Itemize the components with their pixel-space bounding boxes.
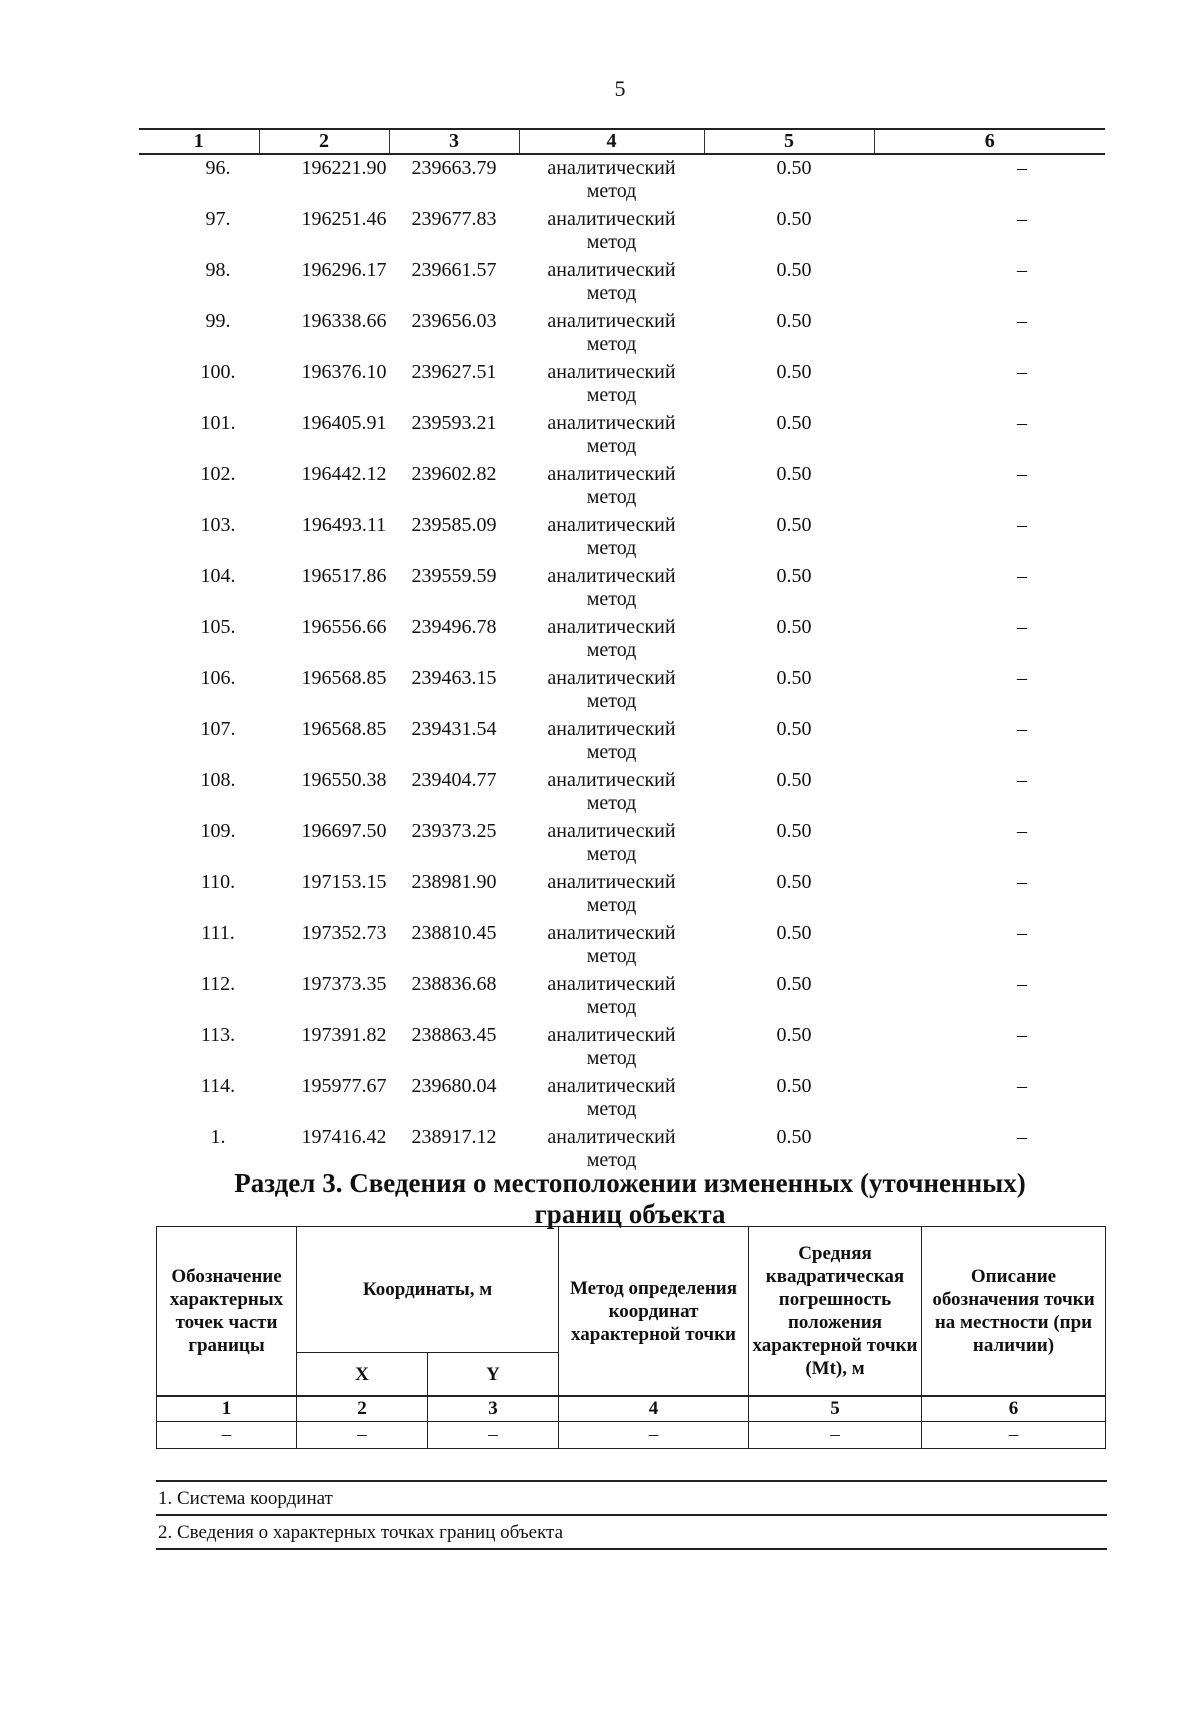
method-line-1: аналитический <box>547 361 676 383</box>
section-3-title <box>180 1168 1080 1230</box>
accuracy-cell: 0.50 <box>776 769 812 791</box>
accuracy-cell: 0.50 <box>776 973 812 995</box>
point-number-cell: 103. <box>200 514 236 536</box>
coordinates-table <box>139 128 1105 1175</box>
dash-cell: – <box>428 1422 559 1449</box>
method-line-1: аналитический <box>547 973 676 995</box>
method-line-2: метод <box>586 588 637 610</box>
method-cell <box>519 206 704 257</box>
dash-cell: – <box>922 1422 1106 1449</box>
method-line-1: аналитический <box>547 259 676 281</box>
table-row <box>139 512 1105 563</box>
header-coordinates: Координаты, м <box>297 1227 559 1353</box>
table-number-row <box>157 1396 1106 1422</box>
description-cell: – <box>1017 718 1027 740</box>
table-row <box>139 1022 1105 1073</box>
method-line-1: аналитический <box>547 1024 676 1046</box>
description-cell: – <box>1017 310 1027 332</box>
x-coordinate-cell: 196338.66 <box>301 310 387 332</box>
x-coordinate-cell: 196550.38 <box>301 769 387 791</box>
table-row <box>139 563 1105 614</box>
method-line-2: метод <box>586 537 637 559</box>
method-line-1: аналитический <box>547 565 676 587</box>
accuracy-cell: 0.50 <box>776 871 812 893</box>
accuracy-cell: 0.50 <box>776 616 812 638</box>
description-cell: – <box>1017 871 1027 893</box>
table-row <box>139 461 1105 512</box>
x-coordinate-cell: 196251.46 <box>301 208 387 230</box>
method-line-2: метод <box>586 384 637 406</box>
x-coordinate-cell: 197416.42 <box>301 1126 387 1148</box>
method-cell <box>519 410 704 461</box>
method-line-2: метод <box>586 996 637 1018</box>
num-cell: 4 <box>559 1396 749 1422</box>
point-number-cell: 101. <box>200 412 236 434</box>
accuracy-cell: 0.50 <box>776 259 812 281</box>
accuracy-cell: 0.50 <box>776 463 812 485</box>
point-number-cell: 1. <box>210 1126 226 1148</box>
point-number-cell: 102. <box>200 463 236 485</box>
table-row <box>139 1073 1105 1124</box>
accuracy-cell: 0.50 <box>776 718 812 740</box>
description-cell: – <box>1017 412 1027 434</box>
accuracy-cell: 0.50 <box>776 922 812 944</box>
table-row <box>139 818 1105 869</box>
description-cell: – <box>1017 820 1027 842</box>
method-cell <box>519 359 704 410</box>
method-line-1: аналитический <box>547 157 676 179</box>
header-description: Описание обозначения точки на местности (при наличии) <box>922 1227 1106 1397</box>
x-coordinate-cell: 196493.11 <box>301 514 387 536</box>
section-3-title-line1: Раздел 3. Сведения о местоположении измененных (уточненных) <box>234 1168 1026 1198</box>
method-line-2: метод <box>586 282 637 304</box>
table-header-row <box>139 129 1105 154</box>
section-3-title-line2: границ объекта <box>534 1199 726 1229</box>
method-cell <box>519 767 704 818</box>
y-coordinate-cell: 238917.12 <box>411 1126 497 1148</box>
method-line-1: аналитический <box>547 769 676 791</box>
x-coordinate-cell: 196568.85 <box>301 667 387 689</box>
accuracy-cell: 0.50 <box>776 412 812 434</box>
method-line-1: аналитический <box>547 667 676 689</box>
description-cell: – <box>1017 157 1027 179</box>
method-line-1: аналитический <box>547 514 676 536</box>
col-header-6: 6 <box>874 129 1105 154</box>
table-row <box>157 1422 1106 1449</box>
description-cell: – <box>1017 514 1027 536</box>
method-cell <box>519 257 704 308</box>
method-cell <box>519 971 704 1022</box>
table-row <box>139 767 1105 818</box>
accuracy-cell: 0.50 <box>776 310 812 332</box>
accuracy-cell: 0.50 <box>776 361 812 383</box>
dash-cell: – <box>157 1422 297 1449</box>
description-cell: – <box>1017 259 1027 281</box>
y-coordinate-cell: 239431.54 <box>411 718 497 740</box>
description-cell: – <box>1017 616 1027 638</box>
point-number-cell: 98. <box>205 259 231 281</box>
table-row <box>139 410 1105 461</box>
col-header-4: 4 <box>519 129 704 154</box>
x-coordinate-cell: 196517.86 <box>301 565 387 587</box>
col-header-2: 2 <box>259 129 389 154</box>
col-header-3: 3 <box>389 129 519 154</box>
y-coordinate-cell: 239602.82 <box>411 463 497 485</box>
table-row <box>139 154 1105 206</box>
num-cell: 3 <box>428 1396 559 1422</box>
table-row <box>139 869 1105 920</box>
num-cell: 6 <box>922 1396 1106 1422</box>
y-coordinate-cell: 239496.78 <box>411 616 497 638</box>
accuracy-cell: 0.50 <box>776 1126 812 1148</box>
note-coordinate-system: 1. Система координат <box>156 1480 1107 1516</box>
method-line-2: метод <box>586 639 637 661</box>
method-line-2: метод <box>586 945 637 967</box>
page-number: 5 <box>614 76 626 101</box>
method-line-1: аналитический <box>547 310 676 332</box>
method-cell <box>519 818 704 869</box>
header-point-designation: Обозначение характерных точек части границы <box>157 1227 297 1397</box>
method-line-2: метод <box>586 180 637 202</box>
method-line-1: аналитический <box>547 718 676 740</box>
dash-cell: – <box>749 1422 922 1449</box>
y-coordinate-cell: 239661.57 <box>411 259 497 281</box>
method-line-2: метод <box>586 690 637 712</box>
method-cell <box>519 512 704 563</box>
table-row <box>139 308 1105 359</box>
point-number-cell: 113. <box>200 1024 236 1046</box>
description-cell: – <box>1017 361 1027 383</box>
table-row <box>139 716 1105 767</box>
method-line-2: метод <box>586 843 637 865</box>
x-coordinate-cell: 196221.90 <box>301 157 387 179</box>
method-line-2: метод <box>586 1098 637 1120</box>
method-line-1: аналитический <box>547 616 676 638</box>
y-coordinate-cell: 239373.25 <box>411 820 497 842</box>
method-line-2: метод <box>586 792 637 814</box>
x-coordinate-cell: 197352.73 <box>301 922 387 944</box>
method-line-1: аналитический <box>547 463 676 485</box>
method-line-1: аналитический <box>547 820 676 842</box>
accuracy-cell: 0.50 <box>776 157 812 179</box>
num-cell: 1 <box>157 1396 297 1422</box>
y-coordinate-cell: 239656.03 <box>411 310 497 332</box>
changed-boundaries-table <box>156 1226 1106 1449</box>
header-accuracy: Средняя квадратическая погрешность положения характерной точки (Mt), м <box>749 1227 922 1397</box>
x-coordinate-cell: 196296.17 <box>301 259 387 281</box>
y-coordinate-cell: 238863.45 <box>411 1024 497 1046</box>
method-line-1: аналитический <box>547 1075 676 1097</box>
dash-cell: – <box>297 1422 428 1449</box>
method-line-2: метод <box>586 333 637 355</box>
x-coordinate-cell: 196568.85 <box>301 718 387 740</box>
point-number-cell: 106. <box>200 667 236 689</box>
method-line-2: метод <box>586 435 637 457</box>
description-cell: – <box>1017 208 1027 230</box>
table-row <box>139 665 1105 716</box>
description-cell: – <box>1017 667 1027 689</box>
x-coordinate-cell: 195977.67 <box>301 1075 387 1097</box>
description-cell: – <box>1017 922 1027 944</box>
method-line-2: метод <box>586 1149 637 1171</box>
method-line-1: аналитический <box>547 1126 676 1148</box>
point-number-cell: 110. <box>200 871 236 893</box>
description-cell: – <box>1017 1075 1027 1097</box>
method-line-1: аналитический <box>547 871 676 893</box>
table-row <box>139 614 1105 665</box>
y-coordinate-cell: 239627.51 <box>411 361 497 383</box>
header-method: Метод определения координат характерной точки <box>559 1227 749 1397</box>
x-coordinate-cell: 196442.12 <box>301 463 387 485</box>
description-cell: – <box>1017 1126 1027 1148</box>
method-cell <box>519 869 704 920</box>
num-cell: 2 <box>297 1396 428 1422</box>
point-number-cell: 114. <box>200 1075 236 1097</box>
x-coordinate-cell: 196405.91 <box>301 412 387 434</box>
description-cell: – <box>1017 973 1027 995</box>
table-row <box>139 971 1105 1022</box>
y-coordinate-cell: 239677.83 <box>411 208 497 230</box>
point-number-cell: 112. <box>200 973 236 995</box>
table-row <box>139 920 1105 971</box>
method-cell <box>519 716 704 767</box>
description-cell: – <box>1017 565 1027 587</box>
y-coordinate-cell: 238836.68 <box>411 973 497 995</box>
x-coordinate-cell: 196697.50 <box>301 820 387 842</box>
method-cell <box>519 563 704 614</box>
y-coordinate-cell: 239680.04 <box>411 1075 497 1097</box>
col-header-1: 1 <box>139 129 259 154</box>
method-cell <box>519 1022 704 1073</box>
method-cell <box>519 461 704 512</box>
y-coordinate-cell: 238810.45 <box>411 922 497 944</box>
y-coordinate-cell: 239463.15 <box>411 667 497 689</box>
y-coordinate-cell: 239593.21 <box>411 412 497 434</box>
method-line-1: аналитический <box>547 412 676 434</box>
num-cell: 5 <box>749 1396 922 1422</box>
y-coordinate-cell: 239559.59 <box>411 565 497 587</box>
method-cell <box>519 308 704 359</box>
dash-cell: – <box>559 1422 749 1449</box>
table-row <box>139 257 1105 308</box>
method-line-2: метод <box>586 231 637 253</box>
table-row <box>139 206 1105 257</box>
method-cell <box>519 614 704 665</box>
x-coordinate-cell: 197391.82 <box>301 1024 387 1046</box>
accuracy-cell: 0.50 <box>776 565 812 587</box>
description-cell: – <box>1017 1024 1027 1046</box>
method-cell <box>519 1073 704 1124</box>
method-line-1: аналитический <box>547 922 676 944</box>
accuracy-cell: 0.50 <box>776 667 812 689</box>
table-row <box>139 359 1105 410</box>
y-coordinate-cell: 239585.09 <box>411 514 497 536</box>
note-boundary-points: 2. Сведения о характерных точках границ объекта <box>156 1516 1107 1550</box>
method-cell <box>519 665 704 716</box>
x-coordinate-cell: 196376.10 <box>301 361 387 383</box>
x-coordinate-cell: 197373.35 <box>301 973 387 995</box>
x-coordinate-cell: 196556.66 <box>301 616 387 638</box>
method-line-2: метод <box>586 486 637 508</box>
method-line-1: аналитический <box>547 208 676 230</box>
col-header-5: 5 <box>704 129 874 154</box>
point-number-cell: 100. <box>200 361 236 383</box>
point-number-cell: 96. <box>205 157 231 179</box>
header-y: Y <box>428 1353 559 1397</box>
point-number-cell: 111. <box>201 922 235 944</box>
description-cell: – <box>1017 463 1027 485</box>
accuracy-cell: 0.50 <box>776 208 812 230</box>
accuracy-cell: 0.50 <box>776 820 812 842</box>
method-line-2: метод <box>586 741 637 763</box>
method-cell <box>519 920 704 971</box>
accuracy-cell: 0.50 <box>776 1075 812 1097</box>
point-number-cell: 104. <box>200 565 236 587</box>
accuracy-cell: 0.50 <box>776 514 812 536</box>
x-coordinate-cell: 197153.15 <box>301 871 387 893</box>
point-number-cell: 99. <box>205 310 231 332</box>
y-coordinate-cell: 238981.90 <box>411 871 497 893</box>
y-coordinate-cell: 239404.77 <box>411 769 497 791</box>
method-line-2: метод <box>586 1047 637 1069</box>
header-x: X <box>297 1353 428 1397</box>
point-number-cell: 107. <box>200 718 236 740</box>
point-number-cell: 105. <box>200 616 236 638</box>
point-number-cell: 108. <box>200 769 236 791</box>
y-coordinate-cell: 239663.79 <box>411 157 497 179</box>
method-line-2: метод <box>586 894 637 916</box>
accuracy-cell: 0.50 <box>776 1024 812 1046</box>
point-number-cell: 97. <box>205 208 231 230</box>
method-cell <box>519 154 704 206</box>
point-number-cell: 109. <box>200 820 236 842</box>
description-cell: – <box>1017 769 1027 791</box>
